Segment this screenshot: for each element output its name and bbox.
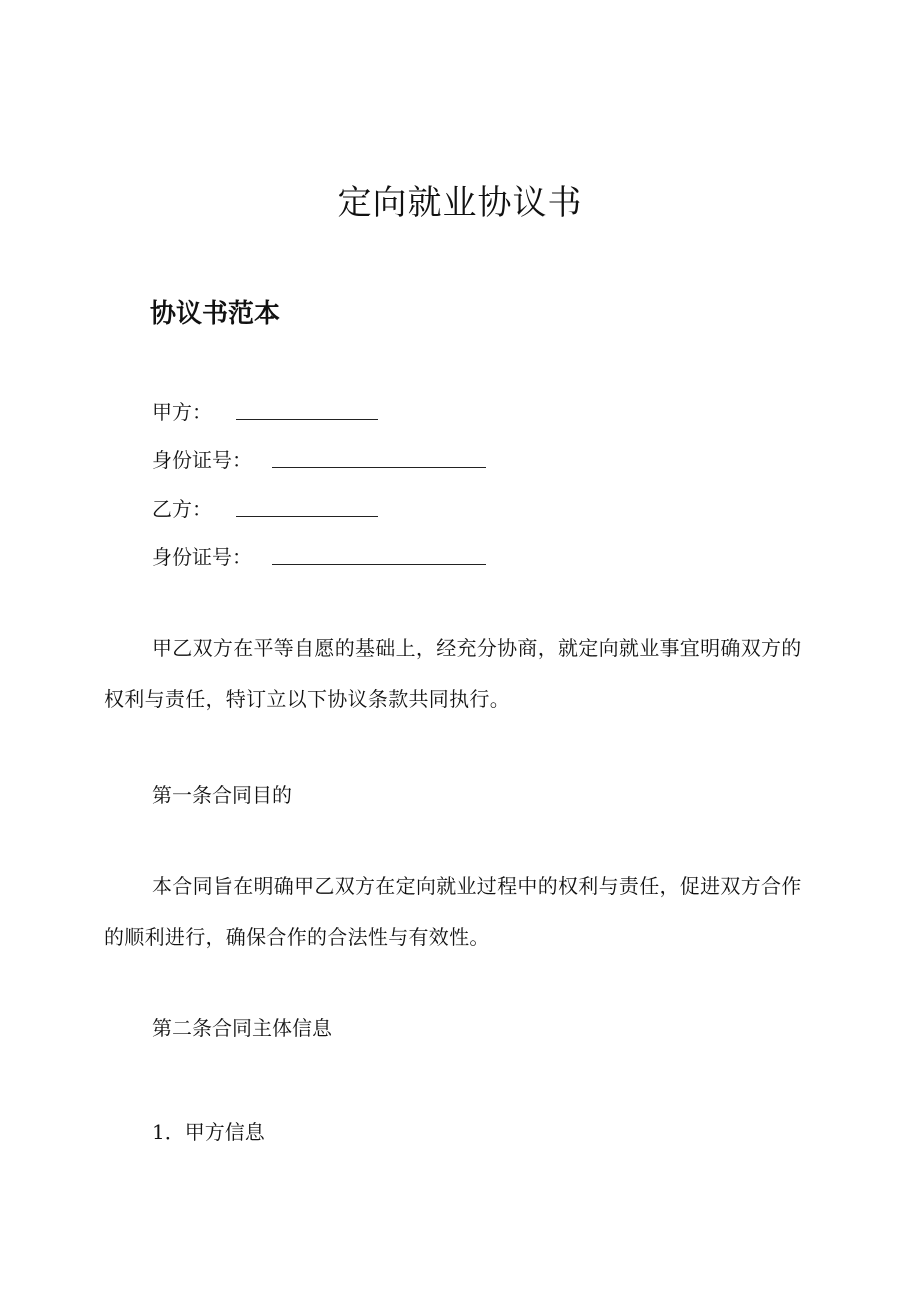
party-a-label: 甲方： — [152, 400, 212, 424]
article-1-heading: 第一条合同目的 — [152, 783, 292, 807]
document-title: 定向就业协议书 — [337, 183, 583, 223]
party-b-id-label: 身份证号： — [152, 545, 252, 569]
article-1-paragraph: 本合同旨在明确甲乙双方在定向就业过程中的权利与责任，促进双方合作的顺利进行，确保合作的合法性与有效性。 — [104, 874, 802, 949]
party-a-blank[interactable] — [236, 399, 378, 420]
article-2-heading: 第二条合同主体信息 — [152, 1016, 332, 1040]
party-b-label: 乙方： — [152, 497, 212, 521]
party-a-id-blank[interactable] — [272, 447, 486, 468]
party-b-id-blank[interactable] — [272, 544, 486, 565]
item-1-party-a-info: 1．甲方信息 — [152, 1120, 265, 1144]
party-b-field — [152, 493, 378, 523]
party-b-id-field — [152, 541, 486, 571]
party-a-field — [152, 396, 378, 426]
party-a-id-label: 身份证号： — [152, 448, 252, 472]
party-b-blank[interactable] — [236, 496, 378, 517]
party-a-id-field — [152, 444, 486, 474]
document-subtitle: 协议书范本 — [150, 299, 281, 329]
intro-paragraph: 甲乙双方在平等自愿的基础上，经充分协商，就定向就业事宜明确双方的权利与责任，特订立以下协议条款共同执行。 — [104, 636, 802, 711]
